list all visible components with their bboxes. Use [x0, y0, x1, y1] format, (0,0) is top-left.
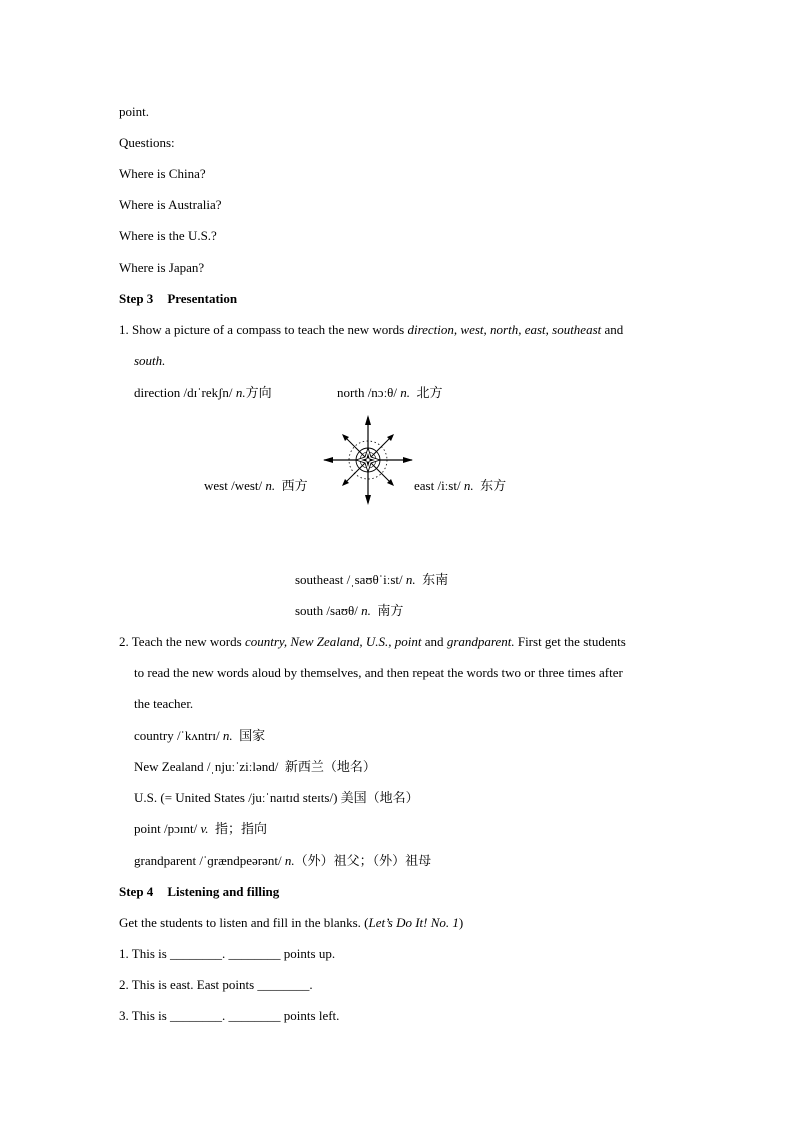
- vocab-cn: 北方: [416, 385, 443, 400]
- vocab-us: [134, 790, 419, 806]
- vocab-cn: 西方: [281, 478, 308, 493]
- exercise-item: 1. This is ________. ________ points up.: [119, 946, 336, 961]
- question-line: Where is the U.S.?: [119, 228, 217, 243]
- step4-heading: [119, 884, 279, 900]
- vocab-point: [134, 821, 267, 837]
- vocab-pos: n.: [284, 853, 295, 868]
- step4-intro: [119, 915, 463, 931]
- vocab-word: grandparent /ˈɡrændpeərənt/: [134, 853, 285, 868]
- vocab-pos: n.: [235, 385, 246, 400]
- vocab-cn: 方向: [245, 385, 272, 400]
- question-line: Where is Australia?: [119, 197, 222, 212]
- item2-line3: the teacher.: [134, 696, 194, 711]
- vocab-country: [134, 728, 265, 744]
- vocab-pos: n.: [400, 385, 411, 400]
- item2-prefix: 2. Teach the new words: [119, 634, 245, 649]
- step3-item2: [119, 634, 626, 650]
- vocab-north: [337, 385, 443, 401]
- item2-grandparent: grandparent.: [446, 634, 515, 649]
- vocab-word: U.S. (= United States /juːˈnaɪtɪd steɪts/): [134, 790, 341, 805]
- step3-heading: [119, 291, 237, 307]
- vocab-cn: 美国（地名）: [340, 790, 419, 805]
- step-title: Listening and filling: [167, 884, 280, 899]
- vocab-pos: n.: [405, 572, 416, 587]
- vocab-pos: n.: [222, 728, 233, 743]
- vocab-word: point /pɔɪnt/: [134, 821, 201, 836]
- text-line: point.: [119, 104, 149, 119]
- vocab-cn: 国家: [239, 728, 266, 743]
- vocab-pos: v.: [200, 821, 209, 836]
- vocab-direction: [134, 385, 272, 401]
- exercise-item: 2. This is east. East points ________.: [119, 977, 313, 992]
- step-label: Step 4: [119, 884, 154, 899]
- vocab-cn: 新西兰（地名）: [284, 759, 376, 774]
- item2-line2: to read the new words aloud by themselves, and then repeat the words two or three times after: [134, 665, 623, 680]
- vocab-grandparent: [134, 853, 431, 869]
- vocab-word: country /ˈkʌntrɪ/: [134, 728, 223, 743]
- item2-rest: First get the students: [514, 634, 626, 649]
- vocab-word: direction /dɪˈrekʃn/: [134, 385, 236, 400]
- item1-and: and: [601, 322, 624, 337]
- vocab-pos: n.: [361, 603, 371, 618]
- vocab-west: [204, 478, 308, 494]
- vocab-east: [414, 478, 506, 494]
- vocab-word: west /west/: [204, 478, 266, 493]
- item2-words: country, New Zealand, U.S., point: [244, 634, 422, 649]
- vocab-cn: 东南: [422, 572, 449, 587]
- vocab-cn: 东方: [480, 478, 507, 493]
- vocab-pos: n.: [463, 478, 474, 493]
- item1-prefix: 1. Show a picture of a compass to teach the new words: [119, 322, 408, 337]
- question-line: Where is Japan?: [119, 260, 205, 275]
- vocab-word: south /saʊθ/: [295, 603, 362, 618]
- vocab-word: east /iːst/: [414, 478, 464, 493]
- step-label: Step 3: [119, 291, 154, 306]
- item1-words: direction, west, north, east, southeast: [407, 322, 602, 337]
- step3-item1: [119, 322, 623, 338]
- vocab-new-zealand: [134, 759, 376, 775]
- item2-and: and: [421, 634, 447, 649]
- vocab-word: southeast /ˌsaʊθˈiːst/: [295, 572, 406, 587]
- question-line: Where is China?: [119, 166, 206, 181]
- exercise-item: 3. This is ________. ________ points left.: [119, 1008, 340, 1023]
- item1-south: south.: [134, 353, 166, 368]
- step-title: Presentation: [167, 291, 238, 306]
- text-line: Questions:: [119, 135, 175, 150]
- intro-prefix: Get the students to listen and fill in the blanks. (: [119, 915, 369, 930]
- vocab-cn: （外）祖父；（外）祖母: [294, 853, 432, 868]
- vocab-pos: n.: [265, 478, 276, 493]
- vocab-southeast: [295, 572, 448, 588]
- intro-ref: Let’s Do It! No. 1: [368, 915, 459, 930]
- intro-suffix: ): [458, 915, 464, 930]
- compass-rose-icon: [322, 413, 414, 507]
- vocab-word: New Zealand /ˌnjuːˈziːlənd/: [134, 759, 282, 774]
- vocab-cn: 南方: [377, 603, 404, 618]
- vocab-cn: 指；指向: [215, 821, 268, 836]
- vocab-word: north /nɔːθ/: [337, 385, 401, 400]
- vocab-south: [295, 603, 403, 619]
